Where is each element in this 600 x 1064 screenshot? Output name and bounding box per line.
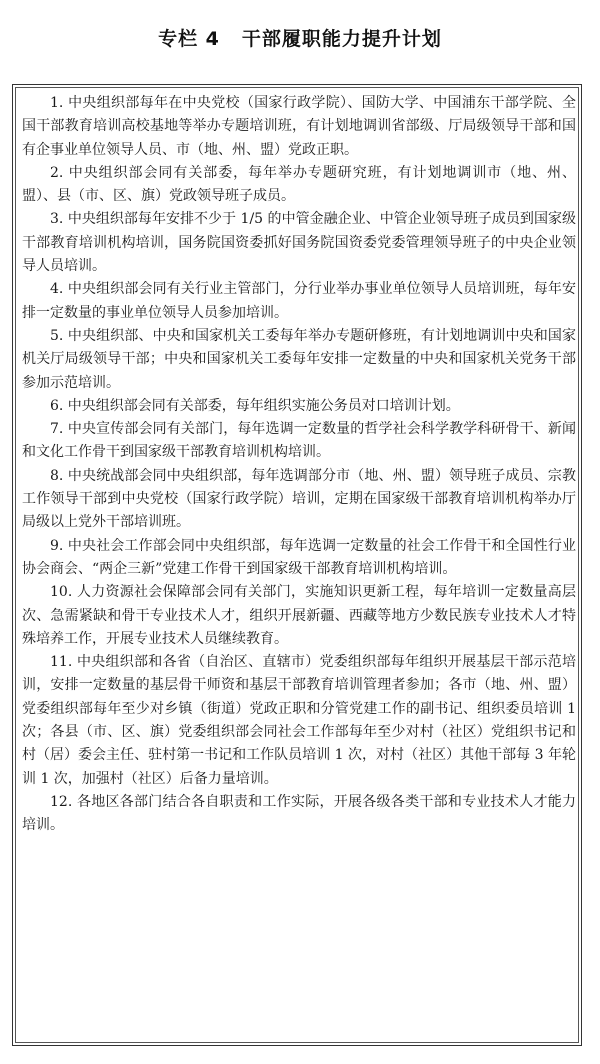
list-item: 6. 中央组织部会同有关部委，每年组织实施公务员对口培训计划。	[50, 397, 460, 414]
column-title: 干部履职能力提升计划	[241, 28, 442, 50]
list-item: 1. 中央组织部每年在中央党校（国家行政学院）、国防大学、中国浦东干部学院、全国干部教育培训高校基地等举办专题培训班，有计划地调训省部级、厅局级领导干部和国有企事业单位领导人员、市（地、州、盟）党政正职。	[22, 95, 576, 158]
list-item: 3. 中央组织部每年安排不少于 1/5 的中管金融企业、中管企业领导班子成员到国家级干部教育培训机构培训，国务院国资委抓好国务院国资委党委管理领导班子的中央企业领导人员培训。	[22, 211, 576, 275]
list-item: 4. 中央组织部会同有关行业主管部门，分行业举办事业单位领导人员培训班，每年安排一定数量的事业单位领导人员参加培训。	[22, 281, 576, 321]
list-item: 12. 各地区各部门结合各自职责和工作实际，开展各级各类干部和专业技术人才能力培训。	[22, 793, 576, 834]
list-item: 5. 中央组织部、中央和国家机关工委每年举办专题研修班，有计划地调训中央和国家机关厅局级领导干部；中央和国家机关工委每年安排一定数量的中央和国家机关党务干部参加示范培训。	[22, 327, 576, 391]
column-label: 专栏 4	[158, 28, 220, 50]
list-item: 2. 中央组织部会同有关部委，每年举办专题研究班，有计划地调训市（地、州、盟）、县（市、区、旗）党政领导班子成员。	[22, 164, 576, 205]
list-item: 9. 中央社会工作部会同中央组织部，每年选调一定数量的社会工作骨干和全国性行业协会商会、“两企三新”党建工作骨干到国家级干部教育培训机构培训。	[22, 537, 576, 577]
list-item: 11. 中央组织部和各省（自治区、直辖市）党委组织部每年组织开展基层干部示范培训，安排一定数量的基层骨干师资和基层干部教育培训管理者参加；各市（地、州、盟）党委组织部每年至少对乡镇（街道）党政正职和分管党建工作的副书记、组织委员培训 1 次；各县（市、区、旗）党委组织部会同社会工作部每年至少对村（社区）党组织书记和村（居）委会主任、驻村第一书记和工作队员培训 1 次，对村（社区）其他干部每 3 年轮训 1 次，加强村（社区）后备力量培训。	[22, 654, 576, 787]
list-item: 8. 中央统战部会同中央组织部，每年选调部分市（地、州、盟）领导班子成员、宗教工作领导干部到中央党校（国家行政学院）培训，定期在国家级干部教育培训机构举办厅局级以上党外干部培训班。	[22, 467, 576, 531]
item-list	[22, 92, 576, 838]
page-title	[0, 24, 600, 51]
list-item: 7. 中央宣传部会同有关部门，每年选调一定数量的哲学社会科学教学科研骨干、新闻和文化工作骨干到国家级干部教育培训机构培训。	[22, 421, 576, 461]
list-item: 10. 人力资源社会保障部会同有关部门，实施知识更新工程，每年培训一定数量高层次、急需紧缺和骨干专业技术人才，组织开展新疆、西藏等地方少数民族专业技术人才特殊培养工作，开展专业技术人员继续教育。	[22, 584, 576, 647]
